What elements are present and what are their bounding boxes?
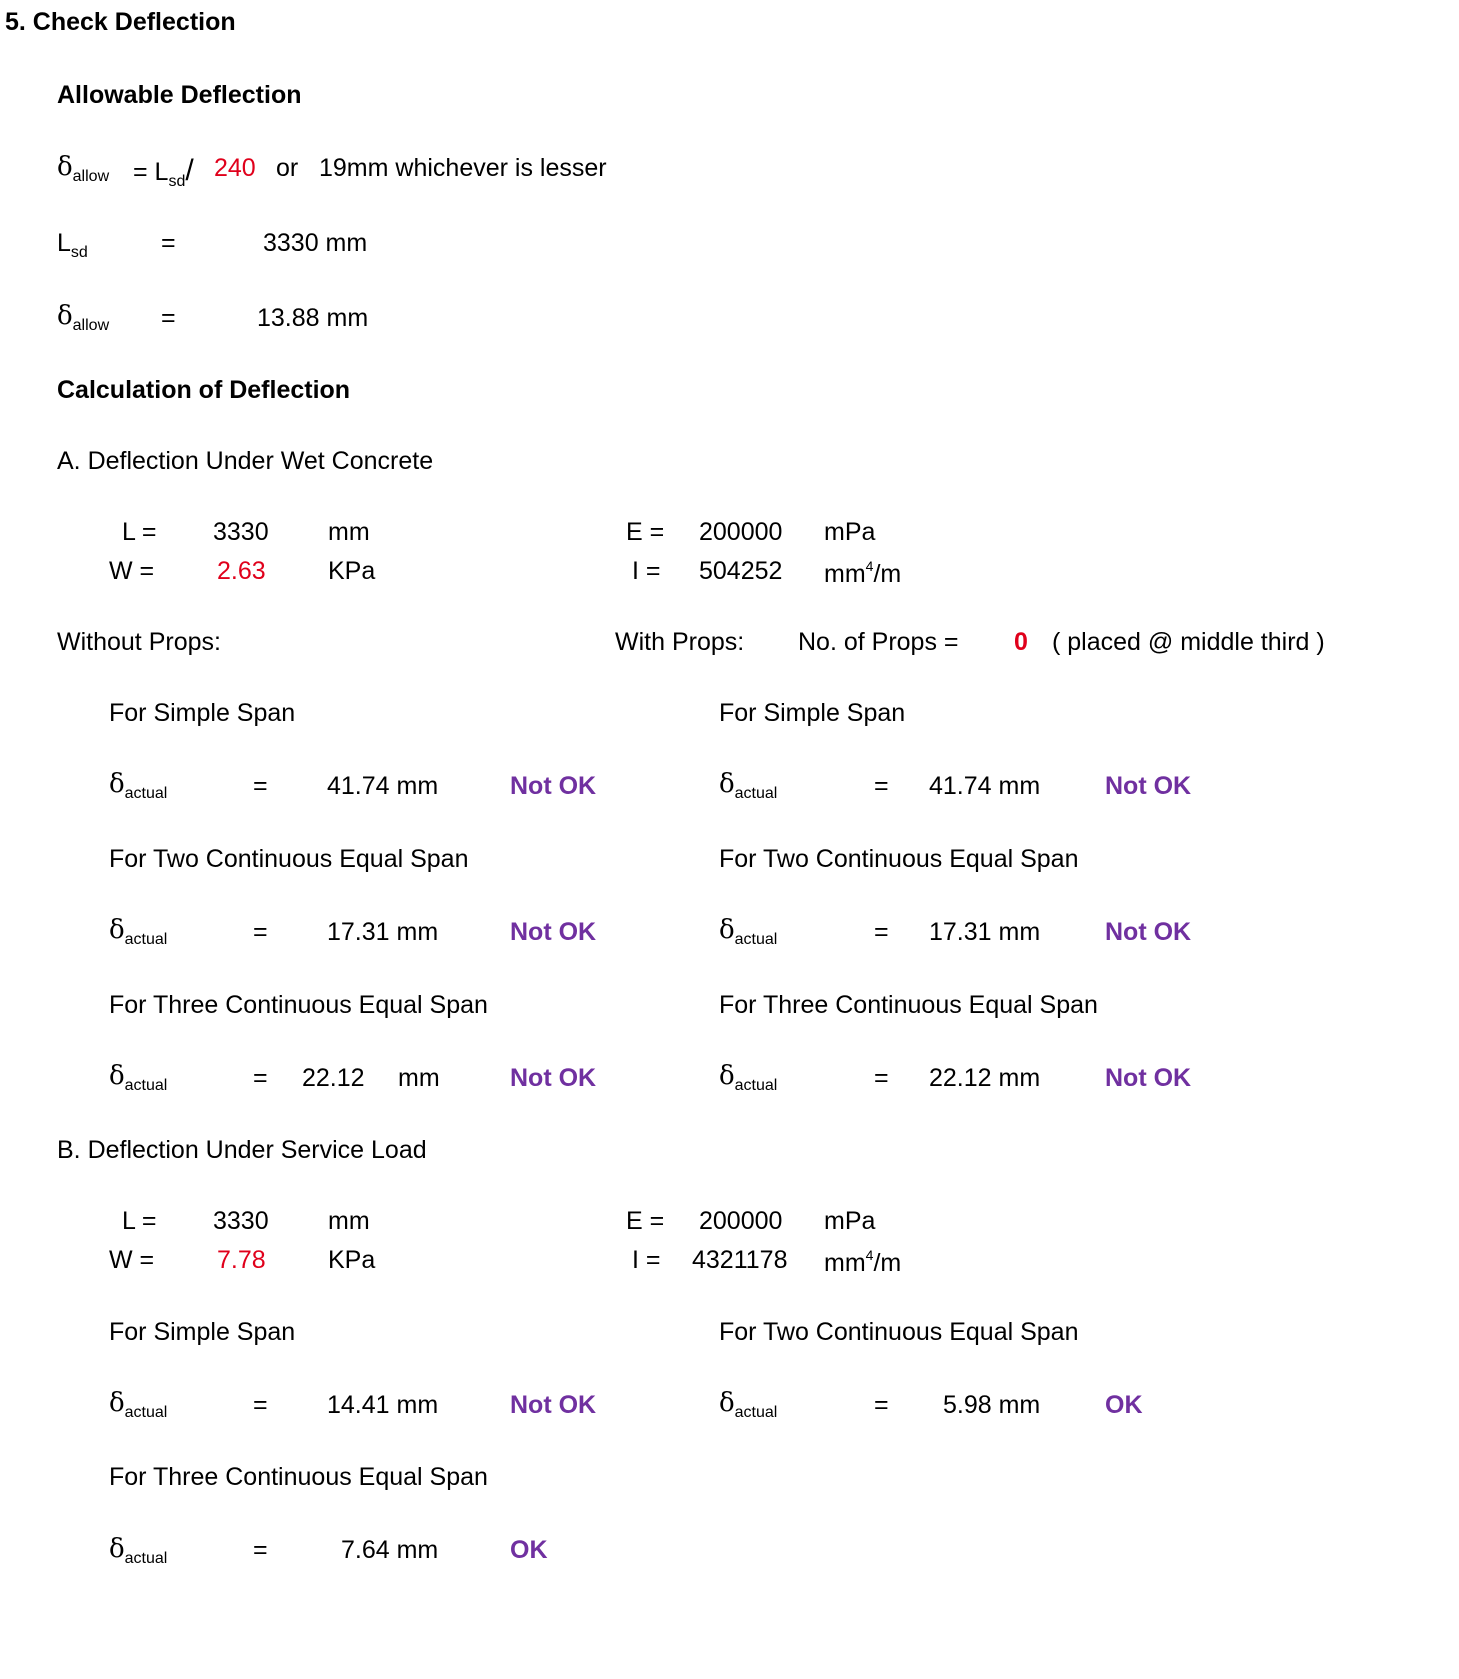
svc-E-label: E = <box>626 1207 665 1235</box>
delta-actual-symbol: $\delta_{actual}$ <box>719 1388 778 1421</box>
wet-W-value: 2.63 <box>217 557 266 585</box>
wet-with-three-label: For Three Continuous Equal Span <box>719 991 1098 1019</box>
svc-W-unit: KPa <box>328 1246 376 1274</box>
svc-two-status: OK <box>1105 1391 1143 1419</box>
wet-with-three-status: Not OK <box>1105 1064 1192 1092</box>
svc-E-value: 200000 <box>699 1207 783 1235</box>
lsd-label: $L_{sd}$ <box>57 229 88 261</box>
svc-W-value: 7.78 <box>217 1246 266 1274</box>
wet-without-three-unit: mm <box>398 1064 440 1092</box>
delta-actual-symbol: $\delta_{actual}$ <box>109 769 168 802</box>
wet-with-two-status: Not OK <box>1105 918 1192 946</box>
svc-simple-status: Not OK <box>510 1391 597 1419</box>
svc-three-value: 7.64 mm <box>341 1536 439 1564</box>
delta-allow-label: $\delta_{allow}$ <box>57 301 110 334</box>
svc-simple-value: 14.41 mm <box>327 1391 439 1419</box>
equals: = <box>253 1536 268 1564</box>
delta-actual-symbol: $\delta_{actual}$ <box>109 1061 168 1094</box>
wet-with-simple-status: Not OK <box>1105 772 1192 800</box>
wet-with-simple-value: 41.74 mm <box>929 772 1041 800</box>
or-text: or <box>276 154 299 182</box>
wet-I-unit: $mm^4/m$ <box>824 558 902 588</box>
equals: = <box>874 772 889 800</box>
equals: = <box>874 1064 889 1092</box>
svc-W-label: W = <box>109 1246 155 1274</box>
wet-without-simple-status: Not OK <box>510 772 597 800</box>
wet-E-value: 200000 <box>699 518 783 546</box>
svc-three-status: OK <box>510 1536 548 1564</box>
wet-with-two-label: For Two Continuous Equal Span <box>719 845 1079 873</box>
svc-E-unit: mPa <box>824 1207 876 1235</box>
delta-actual-symbol: $\delta_{actual}$ <box>719 915 778 948</box>
wet-without-three-value: 22.12 <box>302 1064 365 1092</box>
wet-without-three-status: Not OK <box>510 1064 597 1092</box>
svc-three-label: For Three Continuous Equal Span <box>109 1463 488 1491</box>
delta-allow-symbol: $\delta_{allow}$ <box>57 152 110 185</box>
wet-I-label: I = <box>632 557 661 585</box>
wet-without-simple-value: 41.74 mm <box>327 772 439 800</box>
svc-L-label: L = <box>122 1207 157 1235</box>
wet-without-three-label: For Three Continuous Equal Span <box>109 991 488 1019</box>
delta-actual-symbol: $\delta_{actual}$ <box>109 915 168 948</box>
equals: = <box>253 1391 268 1419</box>
allow-value: 13.88 mm <box>257 304 369 332</box>
span-ratio-value: 240 <box>214 154 256 182</box>
wet-L-value: 3330 <box>213 518 269 546</box>
wet-without-two-status: Not OK <box>510 918 597 946</box>
without-props-label: Without Props: <box>57 628 221 656</box>
svc-simple-label: For Simple Span <box>109 1318 296 1346</box>
allowable-heading: Allowable Deflection <box>57 81 302 109</box>
wet-W-label: W = <box>109 557 155 585</box>
wet-with-two-value: 17.31 mm <box>929 918 1041 946</box>
allow-equals: = <box>161 304 176 332</box>
service-load-heading: B. Deflection Under Service Load <box>57 1136 427 1164</box>
wet-I-value: 504252 <box>699 557 783 585</box>
section-title: 5. Check Deflection <box>5 8 236 36</box>
wet-without-two-label: For Two Continuous Equal Span <box>109 845 469 873</box>
equals: = <box>253 918 268 946</box>
equals: = <box>253 772 268 800</box>
delta-actual-symbol: $\delta_{actual}$ <box>719 769 778 802</box>
props-count-label: No. of Props = <box>798 628 959 656</box>
wet-without-simple-label: For Simple Span <box>109 699 296 727</box>
wet-E-label: E = <box>626 518 665 546</box>
svc-I-label: I = <box>632 1246 661 1274</box>
svc-I-unit: $mm^4/m$ <box>824 1247 902 1277</box>
delta-actual-symbol: $\delta_{actual}$ <box>719 1061 778 1094</box>
svc-L-unit: mm <box>328 1207 370 1235</box>
allow-formula: = $L_{sd}/$ <box>133 154 194 190</box>
wet-W-unit: KPa <box>328 557 376 585</box>
svc-two-label: For Two Continuous Equal Span <box>719 1318 1079 1346</box>
props-count-value: 0 <box>1014 628 1028 656</box>
lsd-equals: = <box>161 229 176 257</box>
limit-text: 19mm whichever is lesser <box>319 154 607 182</box>
wet-L-label: L = <box>122 518 157 546</box>
wet-without-two-value: 17.31 mm <box>327 918 439 946</box>
wet-L-unit: mm <box>328 518 370 546</box>
delta-actual-symbol: $\delta_{actual}$ <box>109 1388 168 1421</box>
calculation-heading: Calculation of Deflection <box>57 376 351 404</box>
delta-actual-symbol: $\delta_{actual}$ <box>109 1534 168 1567</box>
svc-L-value: 3330 <box>213 1207 269 1235</box>
equals: = <box>874 1391 889 1419</box>
svc-I-value: 4321178 <box>692 1246 788 1274</box>
with-props-label: With Props: <box>615 628 745 656</box>
props-note: ( placed @ middle third ) <box>1052 628 1325 656</box>
wet-E-unit: mPa <box>824 518 876 546</box>
equals: = <box>253 1064 268 1092</box>
svc-two-value: 5.98 mm <box>943 1391 1041 1419</box>
wet-with-three-value: 22.12 mm <box>929 1064 1041 1092</box>
wet-concrete-heading: A. Deflection Under Wet Concrete <box>57 447 434 475</box>
wet-with-simple-label: For Simple Span <box>719 699 906 727</box>
lsd-value: 3330 mm <box>263 229 368 257</box>
equals: = <box>874 918 889 946</box>
